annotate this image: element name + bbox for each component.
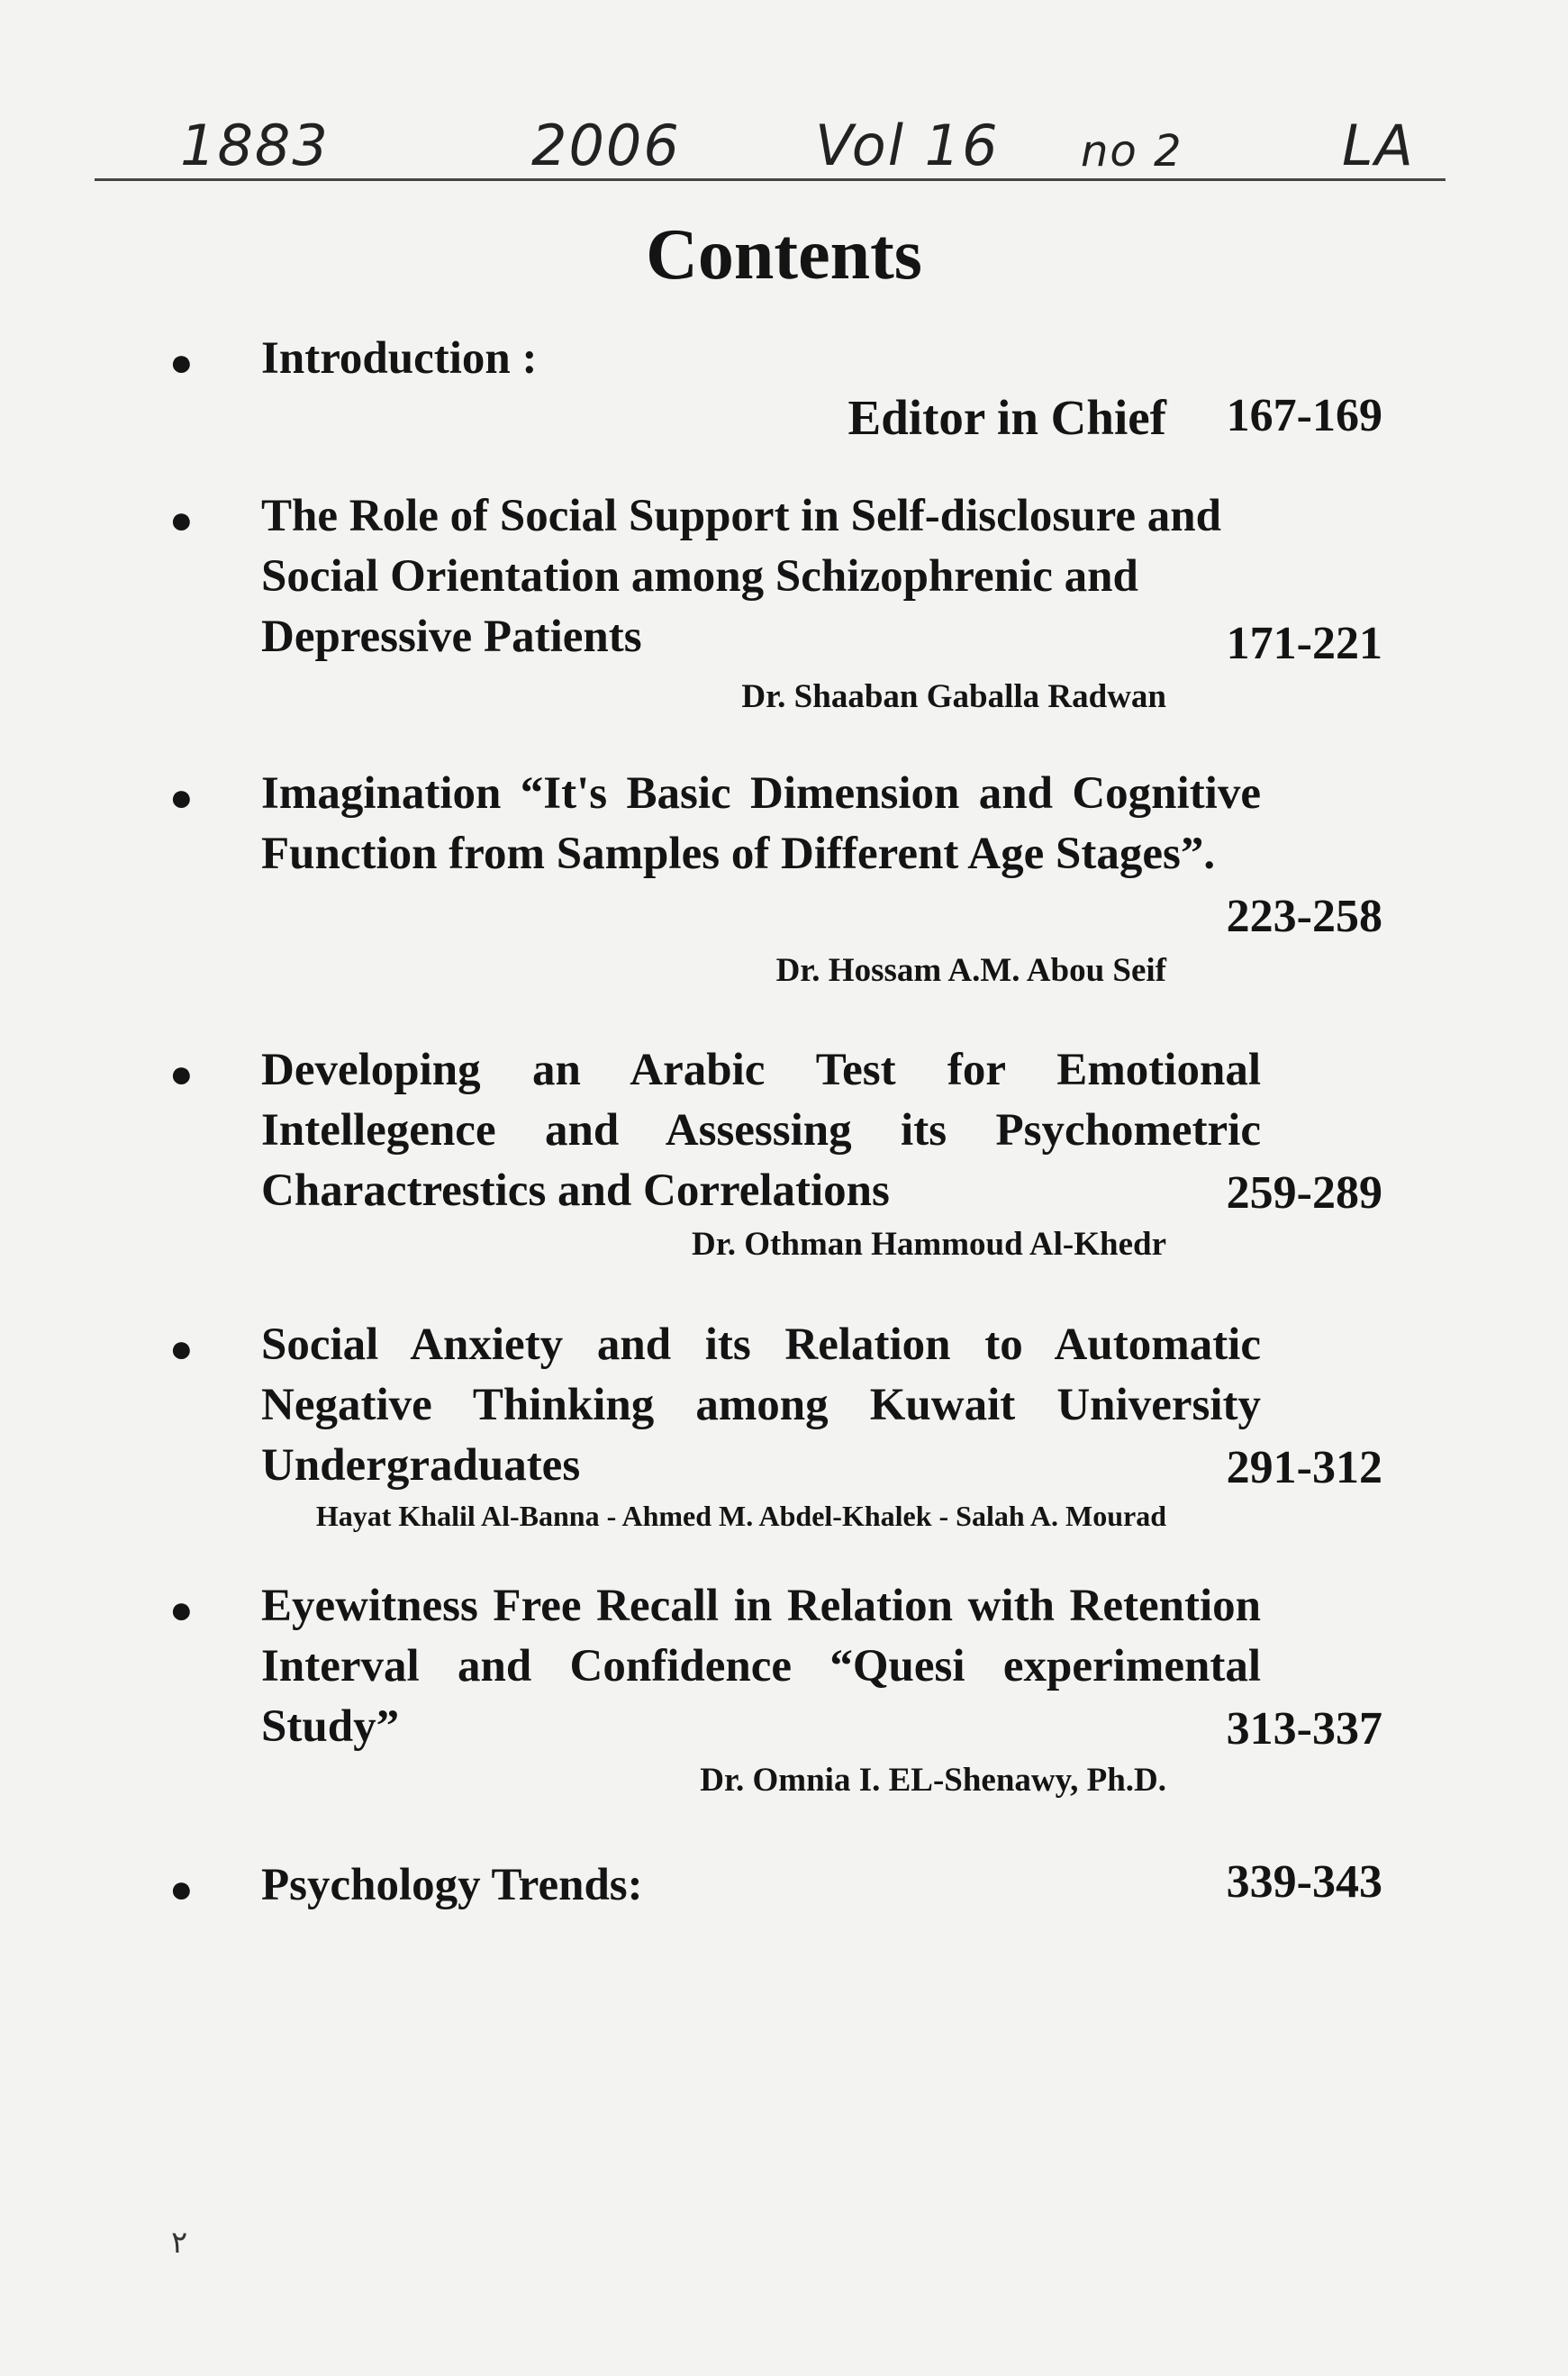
bullet-icon: ● [169, 498, 194, 542]
entry-author: Dr. Omnia I. EL-Shenawy, Ph.D. [700, 1762, 1166, 1799]
entry-title: The Role of Social Support in Self-disclosure and Social Orientation among Schizophrenic and Depressive Patients [261, 491, 1221, 662]
page-title: Contents [646, 215, 922, 295]
entry-author: Hayat Khalil Al-Banna - Ahmed M. Abdel-Khalek - Salah A. Mourad [315, 1500, 1166, 1532]
entry-author: Dr. Hossam A.M. Abou Seif [775, 952, 1166, 989]
entry-pages: 313-337 [1226, 1703, 1382, 1755]
entry-title: Eyewitness Free Recall in Relation with Retention Interval and Confidence “Quesi experimental Study” [261, 1581, 1261, 1752]
header-rule [95, 178, 1446, 181]
entry-title: Introduction : [261, 333, 538, 384]
entry-author: Editor in Chief [847, 390, 1166, 445]
handwritten-code: 1883 [180, 113, 330, 178]
entry-pages: 171-221 [1226, 618, 1382, 669]
entry-title: Social Anxiety and its Relation to Automatic Negative Thinking among Kuwait University Undergraduates [261, 1319, 1261, 1491]
entry-author: Dr. Othman Hammoud Al-Khedr [692, 1226, 1166, 1263]
bullet-icon: ● [169, 1052, 194, 1096]
entry-pages: 167-169 [1226, 390, 1382, 441]
page-number: ٢ [171, 2225, 188, 2261]
entry-title: Psychology Trends: [261, 1860, 643, 1910]
entry-pages: 339-343 [1226, 1856, 1382, 1908]
entry-pages: 291-312 [1226, 1442, 1382, 1493]
entry-author: Dr. Shaaban Gaballa Radwan [741, 678, 1166, 715]
handwritten-year: 2006 [531, 113, 681, 178]
entry-title: Developing an Arabic Test for Emotional Intellegence and Assessing its Psychometric Charactrestics and Correlations [261, 1045, 1261, 1216]
handwritten-issue: no 2 [1081, 126, 1183, 177]
bullet-icon: ● [169, 1327, 194, 1371]
bullet-icon: ● [169, 1588, 194, 1632]
bullet-icon: ● [169, 340, 194, 385]
entry-pages: 259-289 [1226, 1167, 1382, 1219]
entry-pages: 223-258 [1226, 891, 1382, 942]
handwritten-volume: Vol 16 [815, 113, 1000, 178]
bullet-icon: ● [169, 1867, 194, 1911]
entry-title: Imagination “It's Basic Dimension and Cognitive Function from Samples of Different Age Stages”. [261, 768, 1261, 879]
bullet-icon: ● [169, 775, 194, 820]
handwritten-suffix: LA [1342, 113, 1415, 178]
